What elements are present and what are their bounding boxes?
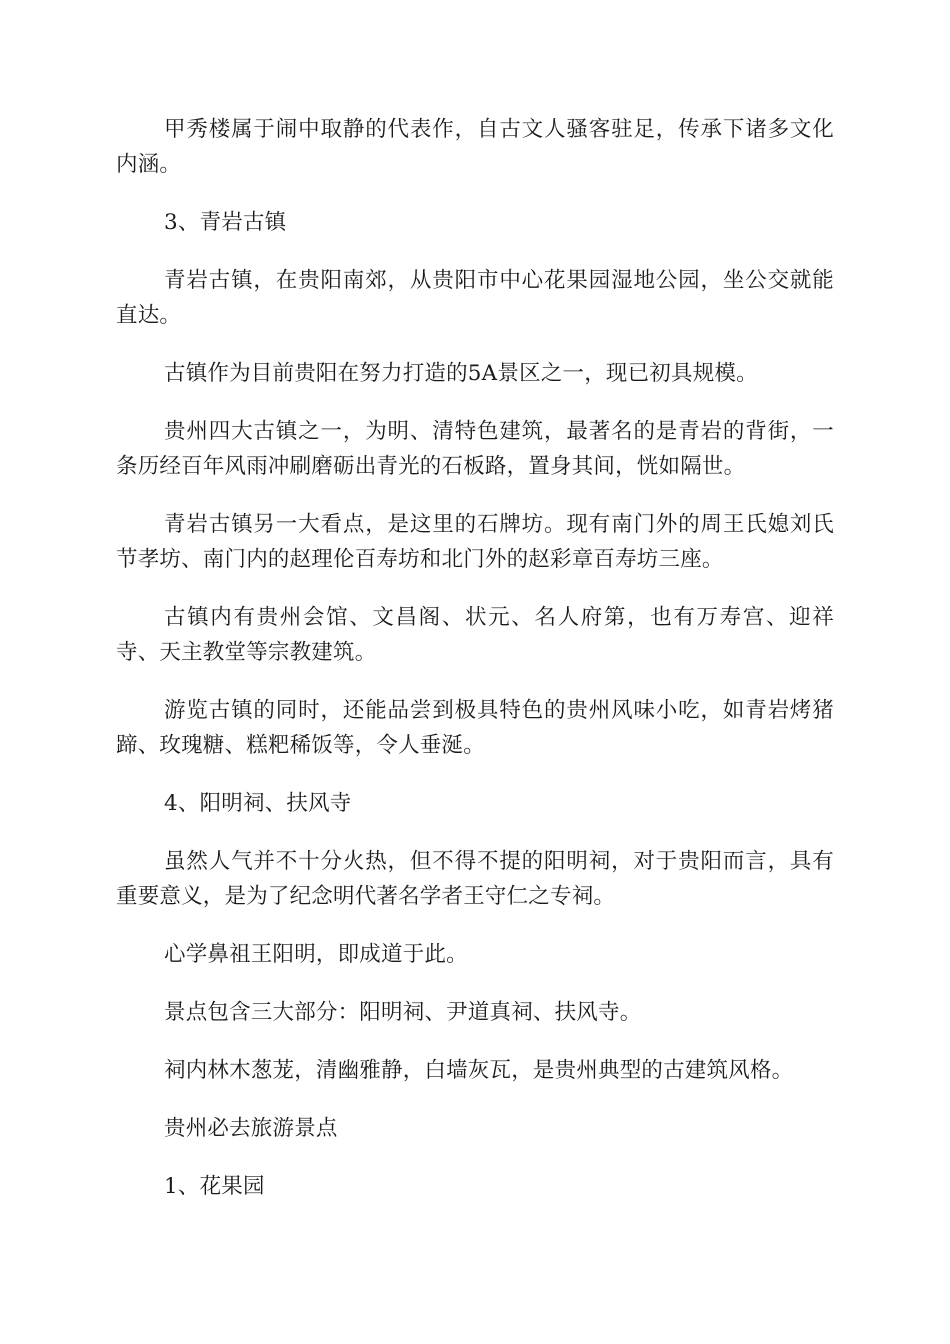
- paragraph-yangming-style: 祠内林木葱茏，清幽雅静，白墙灰瓦，是贵州典型的古建筑风格。: [164, 1058, 794, 1083]
- paragraph-qingyan-snacks: 游览古镇的同时，还能品尝到极具特色的贵州风味小吃，如青岩烤猪蹄、玫瑰糖、糕粑稀饭等，令人垂涎。: [116, 698, 834, 758]
- paragraph-jiaxiulou: 甲秀楼属于闹中取静的代表作，自古文人骚客驻足，传承下诸多文化内涵。: [116, 117, 834, 177]
- heading-huaguoyuan: 1、花果园: [164, 1174, 265, 1199]
- heading-qingyan-town: 3、青岩古镇: [164, 210, 287, 235]
- heading-yangming-temple: 4、阳明祠、扶风寺: [164, 791, 352, 816]
- paragraph-yangming-founder: 心学鼻祖王阳明，即成道于此。: [164, 942, 468, 967]
- paragraph-qingyan-5a: 古镇作为目前贵阳在努力打造的5A景区之一，现已初具规模。: [164, 361, 758, 386]
- heading-guizhou-must-visit: 贵州必去旅游景点: [164, 1116, 338, 1141]
- paragraph-yangming-significance: 虽然人气并不十分火热，但不得不提的阳明祠，对于贵阳而言，具有重要意义，是为了纪念明代著名学者王守仁之专祠。: [116, 849, 834, 909]
- paragraph-qingyan-architecture: 贵州四大古镇之一，为明、清特色建筑，最著名的是青岩的背街，一条历经百年风雨冲刷磨砺出青光的石板路，置身其间，恍如隔世。: [116, 419, 834, 479]
- paragraph-yangming-parts: 景点包含三大部分：阳明祠、尹道真祠、扶风寺。: [164, 1000, 642, 1025]
- document-body: [116, 112, 834, 1227]
- paragraph-qingyan-location: 青岩古镇，在贵阳南郊，从贵阳市中心花果园湿地公园，坐公交就能直达。: [116, 268, 834, 328]
- paragraph-qingyan-archways: 青岩古镇另一大看点，是这里的石牌坊。现有南门外的周王氏媳刘氏节孝坊、南门内的赵理伦百寿坊和北门外的赵彩章百寿坊三座。: [116, 512, 834, 572]
- paragraph-qingyan-buildings: 古镇内有贵州会馆、文昌阁、状元、名人府第，也有万寿宫、迎祥寺、天主教堂等宗教建筑。: [116, 605, 834, 665]
